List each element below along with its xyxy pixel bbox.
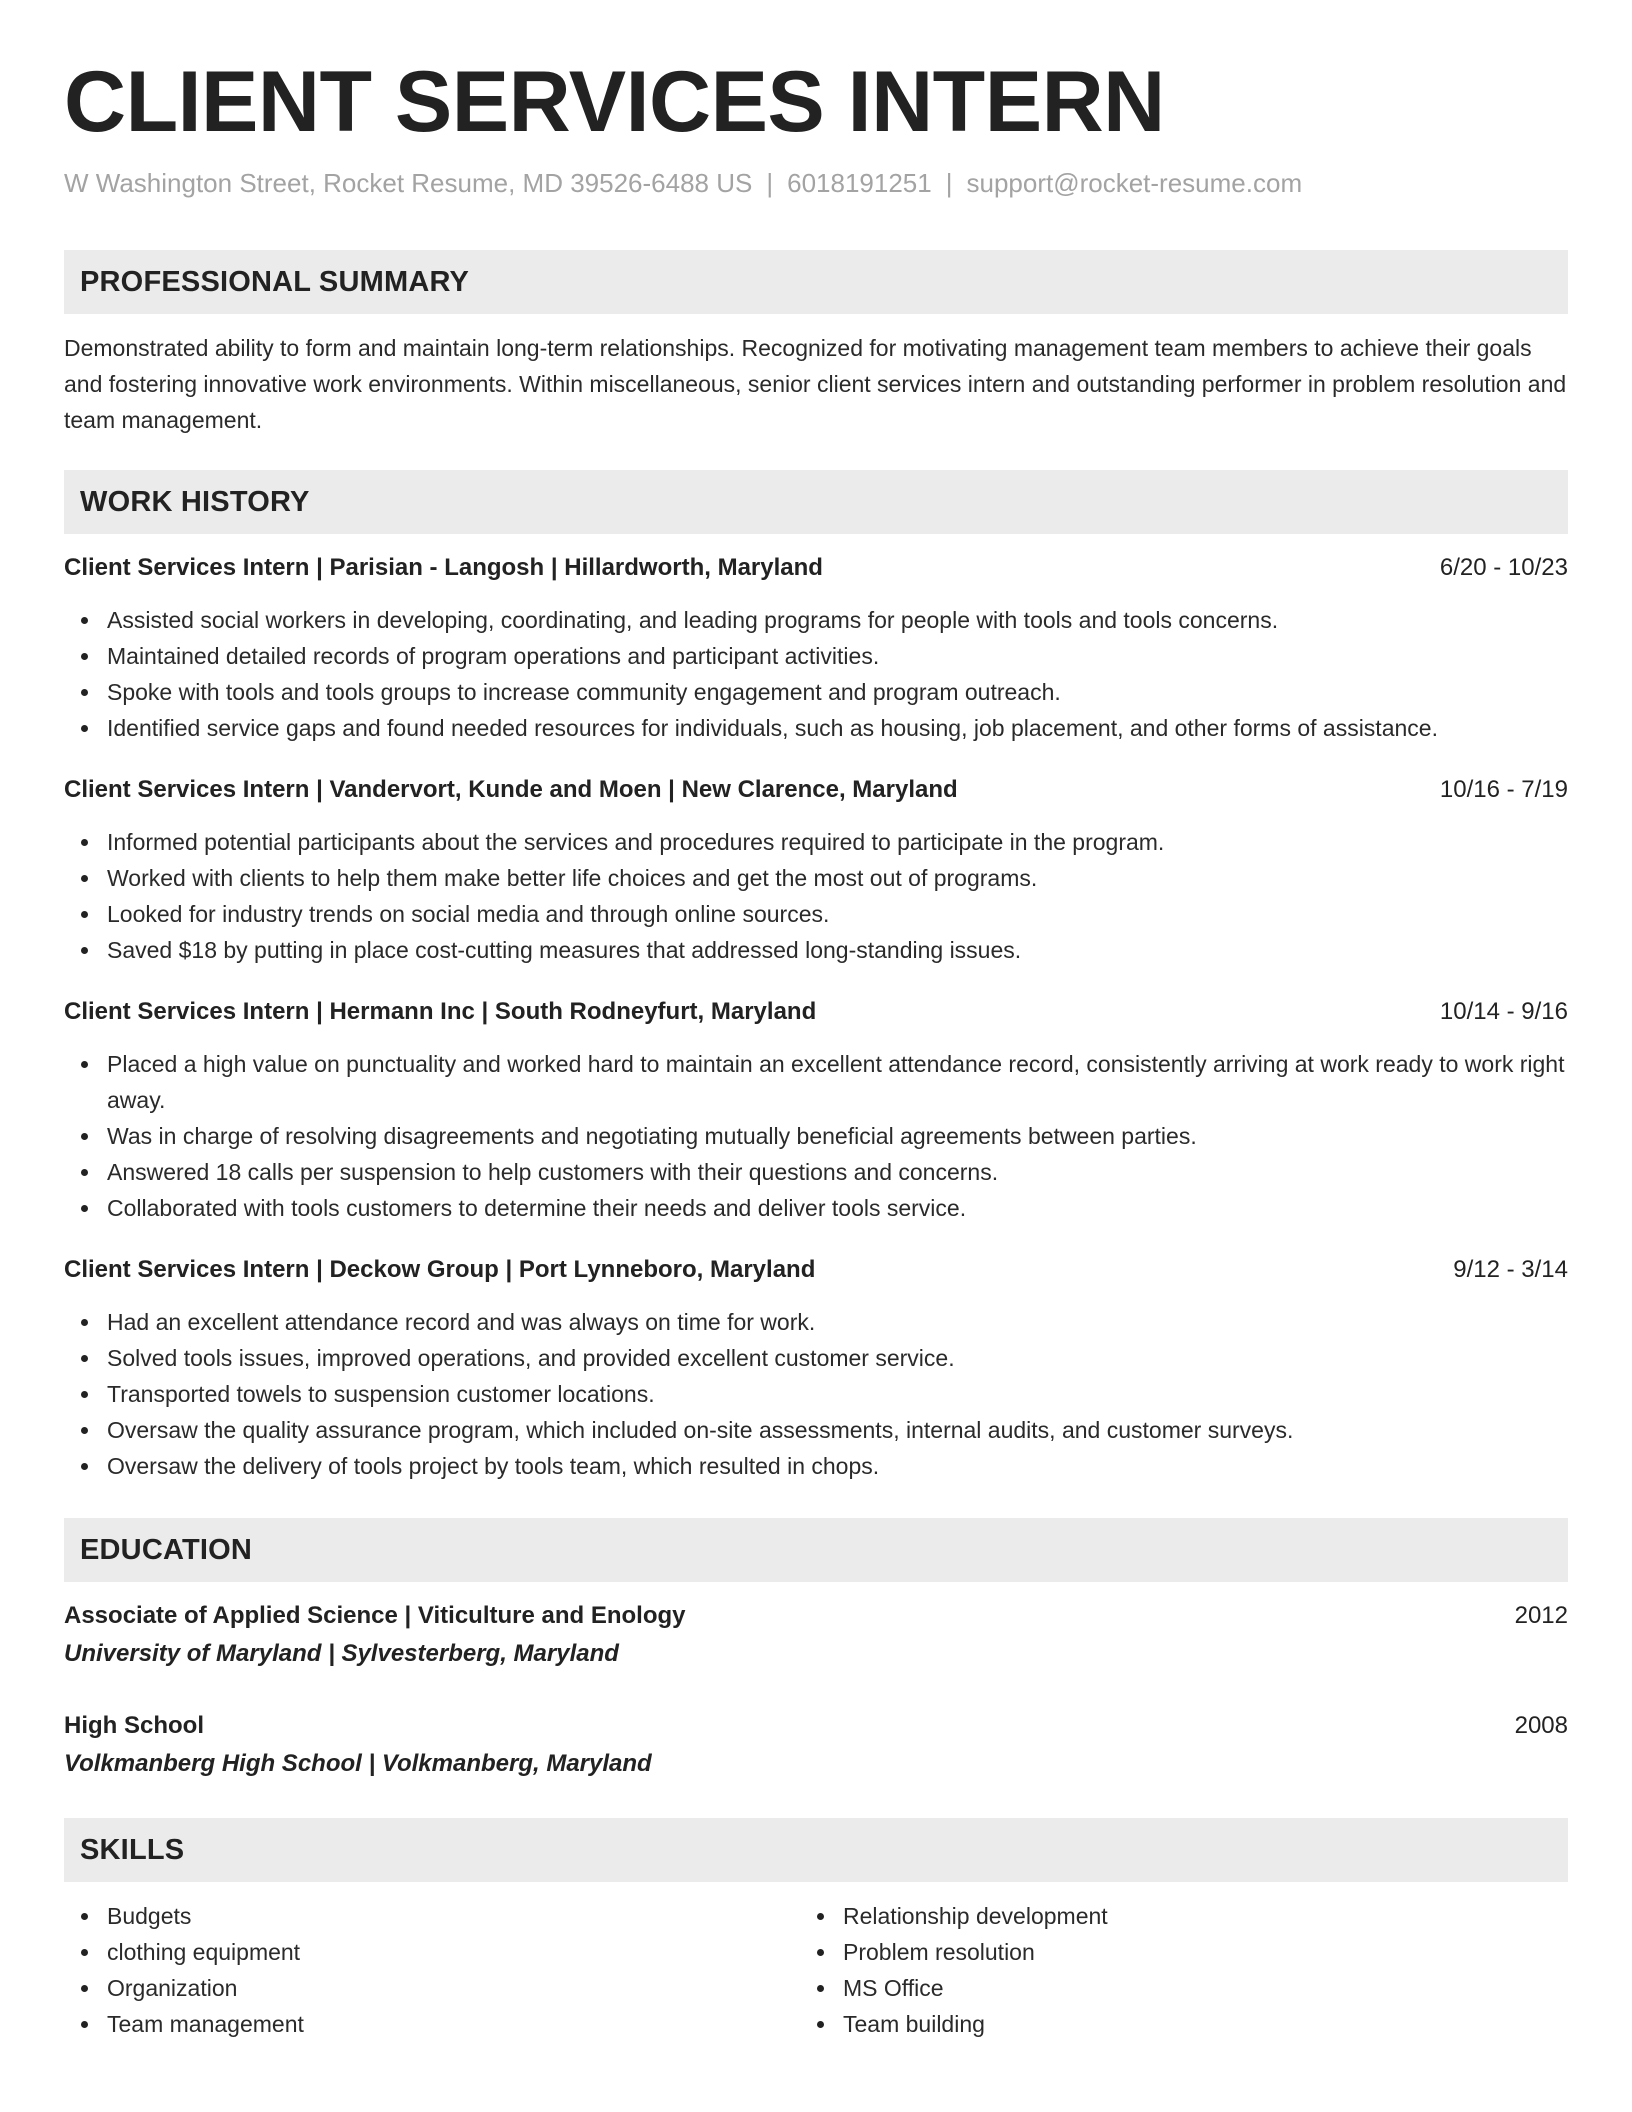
- education-degree: Associate of Applied Science | Viticulture and Enology: [64, 1602, 686, 1629]
- education-header: [64, 1708, 1568, 1744]
- job-header: [64, 1252, 1568, 1288]
- job-dates: 10/14 - 9/16: [1439, 998, 1568, 1025]
- skill-item: Budgets: [64, 1898, 800, 1934]
- skills-list: [800, 1898, 1536, 2042]
- education-header: [64, 1598, 1568, 1634]
- skill-item: clothing equipment: [64, 1934, 800, 1970]
- contact-address: W Washington Street, Rocket Resume, MD 39526-6488 US: [64, 168, 753, 198]
- job-header: [64, 772, 1568, 808]
- job-bullet: Maintained detailed records of program operations and participant activities.: [64, 638, 1568, 674]
- skill-item: MS Office: [800, 1970, 1536, 2006]
- job-entry: [64, 550, 1568, 746]
- skill-item: Team management: [64, 2006, 800, 2042]
- skill-item: Organization: [64, 1970, 800, 2006]
- job-entry: [64, 994, 1568, 1226]
- job-bullets: [64, 1046, 1568, 1226]
- job-bullets: [64, 602, 1568, 746]
- skill-item: Problem resolution: [800, 1934, 1536, 1970]
- job-dates: 9/12 - 3/14: [1453, 1256, 1568, 1283]
- section-heading-education: EDUCATION: [64, 1518, 1568, 1582]
- education-entry: [64, 1708, 1568, 1784]
- education-school: University of Maryland | Sylvesterberg, Maryland: [64, 1640, 619, 1667]
- education-school: Volkmanberg High School | Volkmanberg, Maryland: [64, 1750, 652, 1777]
- job-bullet: Was in charge of resolving disagreements and negotiating mutually beneficial agreements between parties.: [64, 1118, 1568, 1154]
- job-bullet: Saved $18 by putting in place cost-cutting measures that addressed long-standing issues.: [64, 932, 1568, 968]
- skills-column-right: [800, 1898, 1536, 2042]
- job-title: Client Services Intern | Deckow Group | Port Lynneboro, Maryland: [64, 1256, 816, 1283]
- summary-text: Demonstrated ability to form and maintain long-term relationships. Recognized for motivating management team members to achieve their goals and fostering innovative work environments. Within miscellaneous, senior client services intern and outstanding performer in problem resolution and team management.: [64, 335, 1567, 433]
- job-header: [64, 550, 1568, 586]
- contact-phone: 6018191251: [787, 168, 932, 198]
- job-bullet: Placed a high value on punctuality and worked hard to maintain an excellent attendance record, consistently arriving at work ready to work right away.: [64, 1046, 1568, 1118]
- job-bullet: Spoke with tools and tools groups to increase community engagement and program outreach.: [64, 674, 1568, 710]
- job-header: [64, 994, 1568, 1030]
- job-bullet: Answered 18 calls per suspension to help customers with their questions and concerns.: [64, 1154, 1568, 1190]
- education-year: 2008: [1514, 1712, 1568, 1739]
- job-dates: 10/16 - 7/19: [1439, 776, 1568, 803]
- job-dates: 6/20 - 10/23: [1439, 554, 1568, 581]
- skills-list: [64, 1898, 800, 2042]
- job-bullet: Identified service gaps and found needed resources for individuals, such as housing, job placement, and other forms of assistance.: [64, 710, 1568, 746]
- job-bullets: [64, 1304, 1568, 1484]
- section-heading-work-history: WORK HISTORY: [64, 470, 1568, 534]
- contact-line: [64, 166, 1568, 200]
- job-bullet: Looked for industry trends on social media and through online sources.: [64, 896, 1568, 932]
- contact-email: support@rocket-resume.com: [966, 168, 1303, 198]
- skills-grid: [64, 1898, 1568, 2042]
- job-title: Client Services Intern | Parisian - Langosh | Hillardworth, Maryland: [64, 554, 823, 581]
- education-year: 2012: [1514, 1602, 1568, 1629]
- job-entry: [64, 1252, 1568, 1484]
- job-title: Client Services Intern | Vandervort, Kunde and Moen | New Clarence, Maryland: [64, 776, 958, 803]
- job-bullet: Oversaw the quality assurance program, which included on-site assessments, internal audits, and customer surveys.: [64, 1412, 1568, 1448]
- skill-item: Team building: [800, 2006, 1536, 2042]
- skills-column-left: [64, 1898, 800, 2042]
- job-bullet: Oversaw the delivery of tools project by tools team, which resulted in chops.: [64, 1448, 1568, 1484]
- skill-item: Relationship development: [800, 1898, 1536, 1934]
- section-heading-summary: PROFESSIONAL SUMMARY: [64, 250, 1568, 314]
- job-bullet: Assisted social workers in developing, coordinating, and leading programs for people with tools and tools concerns.: [64, 602, 1568, 638]
- job-bullet: Collaborated with tools customers to determine their needs and deliver tools service.: [64, 1190, 1568, 1226]
- job-bullet: Informed potential participants about the services and procedures required to participate in the program.: [64, 824, 1568, 860]
- job-bullet: Solved tools issues, improved operations, and provided excellent customer service.: [64, 1340, 1568, 1376]
- contact-separator: |: [945, 168, 953, 198]
- resume-title: CLIENT SERVICES INTERN: [64, 54, 1165, 150]
- job-bullet: Worked with clients to help them make better life choices and get the most out of programs.: [64, 860, 1568, 896]
- job-title: Client Services Intern | Hermann Inc | South Rodneyfurt, Maryland: [64, 998, 817, 1025]
- section-heading-skills: SKILLS: [64, 1818, 1568, 1882]
- education-degree: High School: [64, 1712, 204, 1739]
- job-bullets: [64, 824, 1568, 968]
- contact-separator: |: [766, 168, 774, 198]
- education-entry: [64, 1598, 1568, 1674]
- job-entry: [64, 772, 1568, 968]
- job-bullet: Transported towels to suspension customer locations.: [64, 1376, 1568, 1412]
- job-bullet: Had an excellent attendance record and was always on time for work.: [64, 1304, 1568, 1340]
